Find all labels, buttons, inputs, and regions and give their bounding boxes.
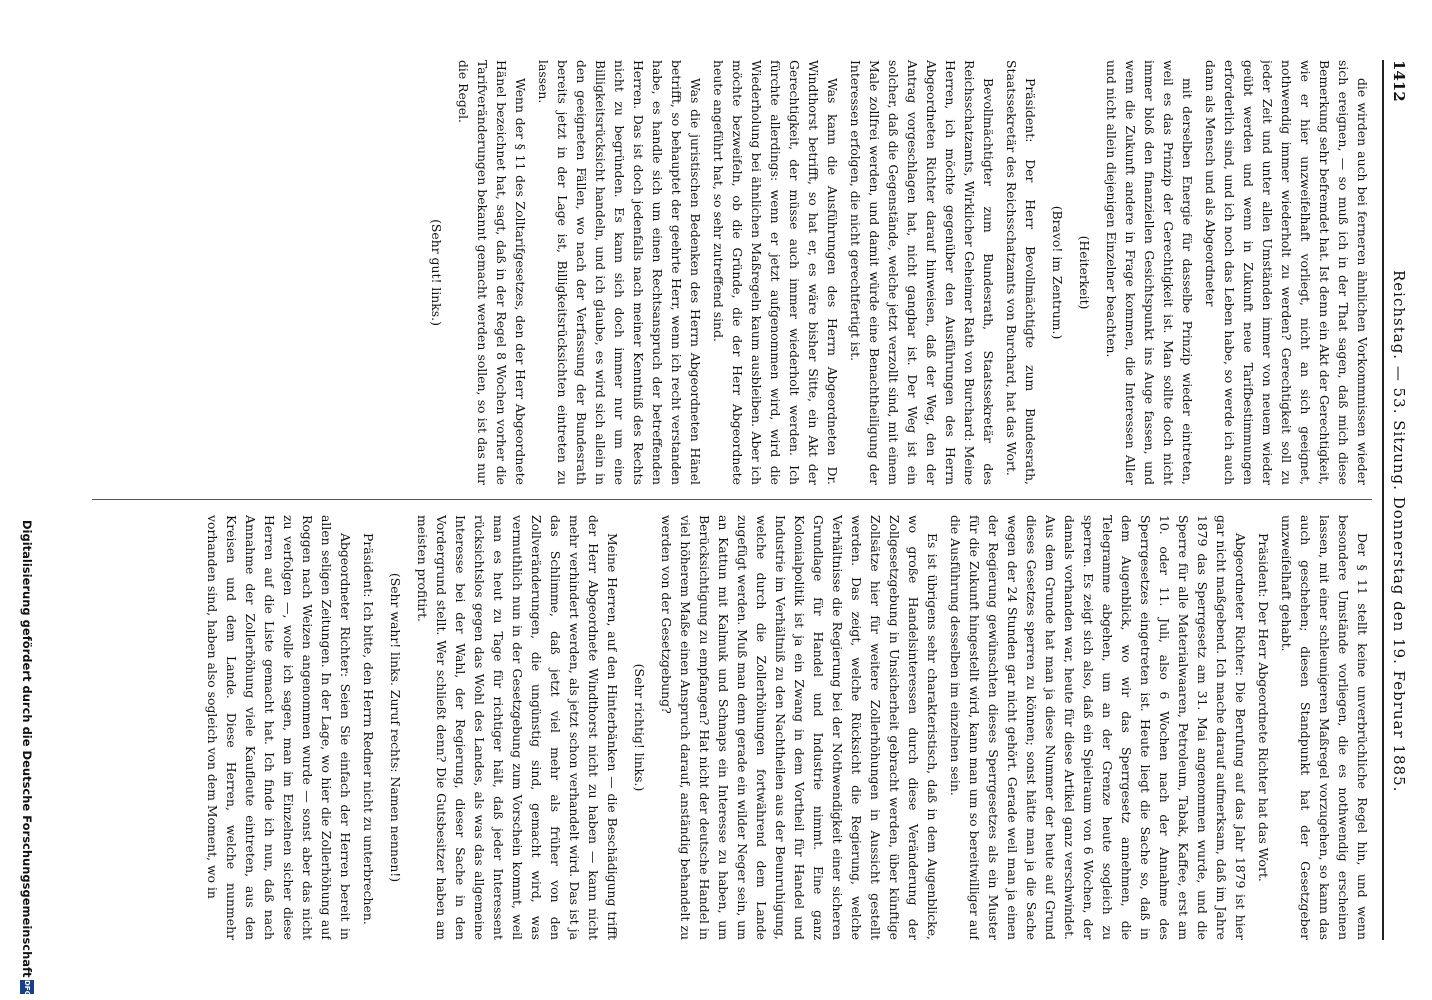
stage-direction: (Bravo! im Zentrum.) <box>1050 205 1065 340</box>
column-divider <box>92 499 1372 500</box>
paragraph: Abgeordneter Richter: Die Berufung auf das Jahr 1879 ist hier gar nicht maßgebend. Ich mache darauf aufmerksam, daß im Jahre 1879 das Sperrgesetz am 31. Mai angenommen wurde, und die Sperre für alle Materialwaaren, Petroleum, Tabak, Kaffee, erst am 10. oder 11. Juli, also 6 Wochen nach der Annahme des Sperrgesetzes eingetreten ist. Heute liegt die Sache so, daß in dem Augenblick, wo wir das Sperrgesetz annehmen, die Telegramme abgehen, um an der Grenze heute sogleich zu sperren. Es zeigt sich also, daß ein Spielraum von 6 Wochen, der damals vorhanden war, heute für diese Artikel ganz verschwindet. Aus dem Grunde hat man ja diese Nummer der heute auf Grund dieses Gesetzes sperren zu können; sonst hätte man ja die Sache wegen der 24 Stunden gar nicht gehört. Gerade weil man ja einen der Regierung gewünschten dieses Sperrgesetzes als ein Muster für die Zukunft hingestellt wird, kann man um so bereitwilliger auf die Ausführung desselben im einzelnen sein. <box>948 515 1248 940</box>
paragraph: Bevollmächtigter zum Bundesrath, Staatssekretär des Reichsschatzamts, Wirklicher Geheimer Rath von Burchard: Meine Herren, ich möchte gegenüber den Ausführungen des Herrn Abgeordneten Richter darauf hinweisen, daß der Weg, den der Antrag vorgeschlagen hat, nicht gangbar ist. Der Weg ist ein solcher, daß die Gegenstände, welche jetzt verzollt sind, mit einem Male zollfrei werden, und damit würde eine Benachtheiligung der Interessen erfolgen, die nicht gerechtfertigt ist. <box>848 60 996 485</box>
paragraph: Wenn der § 11 des Zolltarifgesetzes, den der Herr Abgeordnete Hänel bezeichnet hat, sagt, daß in der Regel 8 Wochen vorher die Tarifveränderungen bekannt gemacht werden sollen, so ist das nur die Regel. <box>456 60 528 485</box>
paragraph: Präsident: Der Herr Abgeordnete Richter hat das Wort. <box>1256 533 1271 882</box>
paragraph: Was die juristischen Bedenken des Herrn Abgeordneten Hänel betrifft, so behauptet der geehrte Herr, wenn ich recht verstanden habe, es handle sich um einen Rechtsanspruch der betreffenden Herren. Das ist doch jedenfalls nach meiner Kenntniß des Rechts nicht zu begründen. Es kann sich doch immer nur um eine Billigkeitsrücksicht handeln, und ich glaube, es wird sich allein in den geeigneten Fällen, wo nach der Verfassung der Bundesrath bereits jetzt in der Lage ist, Billigkeitsrücksichten eintreten zu lassen. <box>536 60 703 485</box>
paragraph: Präsident: Ich bitte, den Herrn Redner nicht zu unterbrechen. <box>361 533 376 925</box>
paragraph: Meine Herren, auf den Hinterbänken — die Beschädigung trifft der Herr Abgeordnete Windthorst nicht zu haben — kann nicht mehr verhindert werden, als jetzt schon verhandelt wird. Das ist ja das Schlimme, daß jetzt viel mehr als früher von den Zollveränderungen, die ungünstig sind, gemacht wird, was vermuthlich nun in der Gesetzgebung zum Vorschein kommt, weil man es heut zu Tage für richtiger hält, daß jeder Interessent rücksichtslos gegen das Wohl des Landes, als was das allgemeine Interesse bei der Wahl, der Regierung, dieser Sache in den Vordergrund stellt. Wer schließt denn? Die Gutsbesitzer haben am meisten profitirt. <box>415 515 620 940</box>
page-header <box>1382 60 1410 940</box>
stage-direction: (Sehr gut! links.) <box>429 219 444 326</box>
paragraph: Es ist übrigens sehr charakteristisch, daß in dem Augenblicke, wo große Handelsinteressen durch diese Veränderung der Zollgesetzgebung in Unsicherheit gebracht werden, über künftige Zollsätze hier für weitere Zollerhöhungen in Aussicht gestellt werden. Das zeigt, welche Rücksicht die Regierung, welche Verhältnisse die Regierung bei der Nothwendigkeit einer sicheren Grundlage für Handel und Industrie nimmt. Eine ganz Kolonialpolitik ist ja ein Zwang in dem Vortheil für Handel und Industrie im Verhältniß zu den Nachtheilen aus der Beunruhigung, welche durch die Zollerhöhungen fortwährend dem Lande zugefügt werden. Muß man denn gerade ein wilder Neger sein, um an Kattun mit Kalmuk und Schnaps ein Interesse zu haben, um Berücksichtigung zu empfangen? Hat nicht der deutsche Handel in viel höherem Maße einen Anspruch darauf, anständig behandelt zu werden von der Gesetzgebung? <box>659 515 940 940</box>
paragraph: mit derselben Energie für dasselbe Prinzip wieder eintreten, weil es das Prinzip der Gerechtigkeit ist. Man sollte doch nicht immer bloß den finanziellen Gesichtspunkt ins Auge fassen, und wenn die Zukunft andere in Frage kommen, die Interessen Aller und nicht allein diejenigen Einzelner beachten. <box>1104 60 1195 485</box>
paragraph: Was kann die Ausführungen des Herrn Abgeordneten Dr. Windthorst betrifft, so hat er, es wäre bisher Sitte, ein Akt der Gerechtigkeit, der müsse auch immer wiederholt werden. Ich fürchte allerdings: wenn er jetzt aufgenommen wird, wird die Wiederholung bei ähnlichen Maßregeln kaum ausbleiben. Aber ich möchte bezweifeln, ob die Gründe, die der Herr Abgeordnete heute angeführt hat, so sehr zutreffend sind. <box>711 60 840 485</box>
dfg-logo-icon: DFG <box>20 980 34 994</box>
paragraph: die wirden auch bei ferneren ähnlichen Vorkommnissen wieder sich ereignen, — so muß ich in der That sagen, daß mich diese Bemerkung sehr befremdet hat. Ist denn ein Akt der Gerechtigkeit, wie er hier unzweifelhaft vorliegt, nicht an sich geeignet, nothwendig immer wiederholt zu werden? Gerechtigkeit soll zu jeder Zeit und unter allen Umständen immer von neuem wieder geübt werden und wenn in Zukunft neue Tarifbestimmungen erforderlich sind, und ich noch das Leben habe, so werde ich auch dann als Mensch und als Abgeordneter <box>1203 60 1370 485</box>
digitization-credit: Digitalisierung gefördert durch die Deutsche Forschungsgemeinschaft <box>20 520 34 978</box>
left-column <box>82 60 1372 485</box>
page-title: Reichstag. — 53. Sitzung. Donnerstag den 19. Februar 1885. <box>1390 270 1408 793</box>
stage-direction: (Heiterkeit) <box>1077 235 1092 310</box>
paragraph: Präsident: Der Herr Bevollmächtigte zum Bundesrath, Staatssekretär des Reichsschatzamts von Burchard, hat das Wort. <box>1004 60 1038 485</box>
stage-direction: (Sehr wahr! links. Zuruf rechts: Namen nennen!) <box>388 572 403 883</box>
right-column <box>82 515 1372 940</box>
page-number: 1412 <box>1390 60 1408 102</box>
stage-direction: (Sehr richtig! links.) <box>632 663 647 792</box>
paragraph: Abgeordneter Richter: Seien Sie einfach der Herren bereit in allen seligen Zeitungen. In der Lage, wo hier die Zollerhöhung auf Roggen nach Weizen angenommen wurde — sonst aber das nicht zu verfolgen —, wolle ich sagen, man im Einzelnen sicher diese Herren auf die Liste gemacht hat. Ich finde ich nun, daß nach Annahme der Zollerhöhung viele Kaufleute eintreten, aus den Kreisen und dem Lande. Diese Herren, welche nunmehr vorhanden sind, haben also sogleich von dem Moment, wo in <box>205 515 353 940</box>
paragraph: Der § 11 stellt keine unverbrüchliche Regel hin, und wenn besondere Umstände vorliegen, die es nothwendig erscheinen lassen, mit einer schleunigeren Maßregel vorzugehen, so kann das auch geschehen; diesen Standpunkt hat der Gesetzgeber unzweifelhaft gehabt. <box>1279 515 1370 940</box>
